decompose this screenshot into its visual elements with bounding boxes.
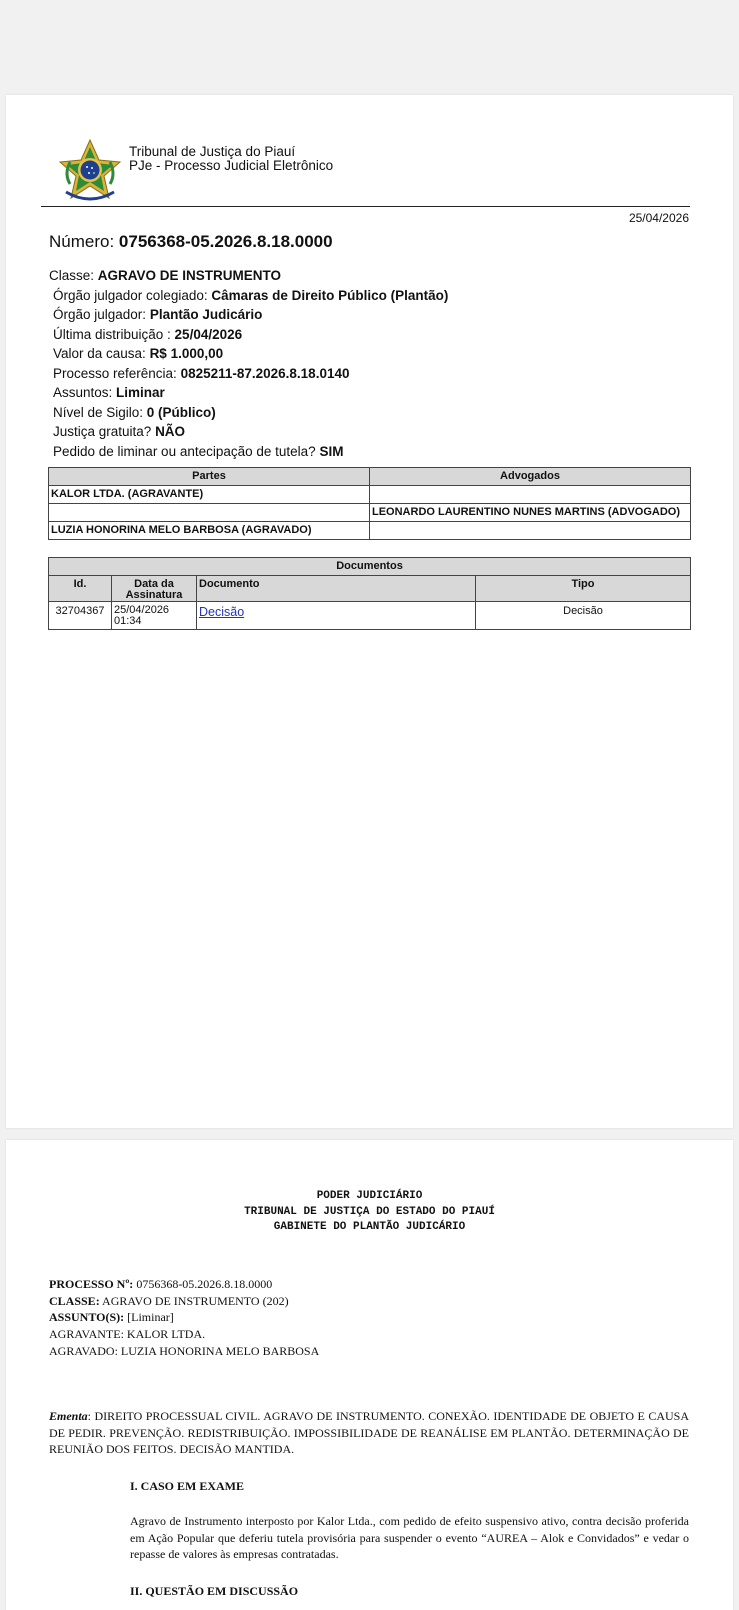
field-value: Câmaras de Direito Público (Plantão) — [211, 287, 449, 303]
parties-header: Partes — [49, 468, 370, 486]
empty-cell — [370, 486, 691, 504]
field-ultima-distribuicao — [49, 325, 448, 345]
agravado-cell: LUZIA HONORINA MELO BARBOSA (AGRAVADO) — [49, 522, 370, 540]
field-label: Órgão julgador colegiado: — [53, 287, 212, 303]
brazil-coat-of-arms-icon — [56, 138, 124, 206]
field-value: SIM — [319, 443, 344, 459]
doc-date-day: 25/04/2026 — [114, 604, 170, 616]
doc-date — [112, 602, 197, 630]
field-pedido-liminar — [49, 442, 448, 462]
field-label: Justiça gratuita? — [53, 424, 156, 439]
col-tipo: Tipo — [476, 576, 691, 602]
field-label: Assuntos: — [53, 385, 117, 400]
system-name: PJe - Processo Judicial Eletrônico — [129, 158, 334, 173]
field-value: 0 (Público) — [146, 404, 216, 420]
field-label: Processo referência: — [53, 365, 181, 381]
field-label: Valor da causa: — [53, 346, 150, 361]
ementa-label: Ementa — [49, 1409, 88, 1423]
col-documento: Documento — [197, 576, 476, 602]
process-number — [49, 232, 333, 252]
info-value: AGRAVO DE INSTRUMENTO (202) — [99, 1293, 289, 1308]
col-data-assinatura — [112, 576, 197, 602]
documents-title: Documentos — [49, 558, 691, 576]
process-number-label: Número: — [49, 232, 115, 251]
field-label: Classe: — [49, 268, 98, 283]
field-value: Plantão Judicário — [149, 307, 263, 322]
info-agravado: AGRAVADO: LUZIA HONORINA MELO BARBOSA — [49, 1343, 320, 1358]
field-valor-causa — [49, 344, 448, 364]
info-assunto — [49, 1309, 319, 1326]
court-name: Tribunal de Justiça do Piauí — [129, 144, 296, 159]
col-data-line1: Data da — [134, 578, 174, 590]
document-link[interactable]: Decisão — [199, 605, 245, 619]
advogado-cell: LEONARDO LAURENTINO NUNES MARTINS (ADVOGADO) — [370, 504, 691, 522]
lawyers-header: Advogados — [370, 468, 691, 486]
section-caso-em-exame: I. CASO EM EXAME — [130, 1479, 245, 1493]
info-label: ASSUNTO(S): — [49, 1310, 125, 1325]
header-divider — [41, 206, 690, 207]
field-label: Nível de Sigilo: — [53, 404, 147, 420]
field-sigilo — [49, 403, 448, 423]
field-value: Liminar — [116, 385, 165, 400]
section-questao: II. QUESTÃO EM DISCUSSÃO — [130, 1584, 299, 1598]
header-text — [129, 145, 333, 173]
doc-name-cell — [197, 602, 476, 630]
parties-table — [48, 467, 691, 540]
process-fields — [49, 266, 448, 461]
doc-type: Decisão — [476, 602, 691, 630]
col-id: Id. — [49, 576, 112, 602]
info-value: 0756368-05.2026.8.18.0000 — [133, 1277, 273, 1291]
process-number-value: 0756368-05.2026.8.18.0000 — [118, 232, 333, 251]
field-orgao-colegiado — [49, 286, 448, 306]
table-row — [49, 602, 691, 630]
empty-cell — [370, 522, 691, 540]
documents-table — [48, 557, 691, 630]
heading-line: PODER JUDICIÁRIO — [316, 1190, 423, 1202]
field-value: R$ 1.000,00 — [149, 346, 224, 361]
heading-line: GABINETE DO PLANTÃO JUDICÁRIO — [273, 1221, 466, 1233]
decision-info — [49, 1276, 319, 1360]
info-classe — [49, 1293, 319, 1310]
document-page-2 — [6, 1140, 733, 1610]
ementa-text: : DIREITO PROCESSUAL CIVIL. AGRAVO DE INSTRUMENTO. CONEXÃO. IDENTIDADE DE OBJETO E CAUSA DE PEDIR. PREVENÇÃO. REDISTRIBUIÇÃO. IMPOSSIBILIDADE DE REANÁLISE EM PLANTÃO. DETERMINAÇÃO DE REUNIÃO DOS FEITOS. DECISÃO MANTIDA. — [49, 1409, 689, 1457]
heading-line: TRIBUNAL DE JUSTIÇA DO ESTADO DO PIAUÍ — [244, 1205, 495, 1218]
field-orgao-julgador — [49, 305, 448, 325]
agravante-cell: KALOR LTDA. (AGRAVANTE) — [49, 486, 370, 504]
doc-id: 32704367 — [49, 602, 112, 630]
info-value: [Liminar] — [124, 1310, 174, 1325]
document-page-1 — [6, 95, 733, 1128]
decision-heading — [6, 1189, 733, 1236]
field-assuntos — [49, 383, 448, 403]
info-agravante: AGRAVANTE: KALOR LTDA. — [49, 1327, 206, 1342]
field-value: NÃO — [155, 424, 186, 439]
ementa — [49, 1408, 689, 1458]
doc-date-time: 01:34 — [114, 615, 142, 627]
paragraph-caso: Agravo de Instrumento interposto por Kalor Ltda., com pedido de efeito suspensivo ativo, contra decisão proferida em Ação Popular que deferiu tutela provisória para suspender o evento “AUREA – Alok e Convidados” e vedar o repasse de valores às empresas contratadas. — [130, 1514, 689, 1562]
info-label: PROCESSO Nº: — [49, 1277, 134, 1291]
empty-cell — [49, 504, 370, 522]
info-label: CLASSE: — [49, 1293, 100, 1308]
field-classe — [49, 266, 448, 286]
field-label: Pedido de liminar ou antecipação de tutela? — [53, 443, 320, 459]
field-value: 0825211-87.2026.8.18.0140 — [180, 365, 350, 381]
field-processo-referencia — [49, 364, 448, 384]
field-label: Órgão julgador: — [53, 307, 150, 322]
field-value: AGRAVO DE INSTRUMENTO — [97, 268, 282, 283]
col-data-line2: Assinatura — [125, 589, 183, 601]
field-justica-gratuita — [49, 422, 448, 442]
info-processo — [49, 1276, 319, 1293]
field-value: 25/04/2026 — [174, 326, 243, 342]
issue-date: 25/04/2026 — [628, 211, 689, 225]
field-label: Última distribuição : — [53, 326, 175, 342]
